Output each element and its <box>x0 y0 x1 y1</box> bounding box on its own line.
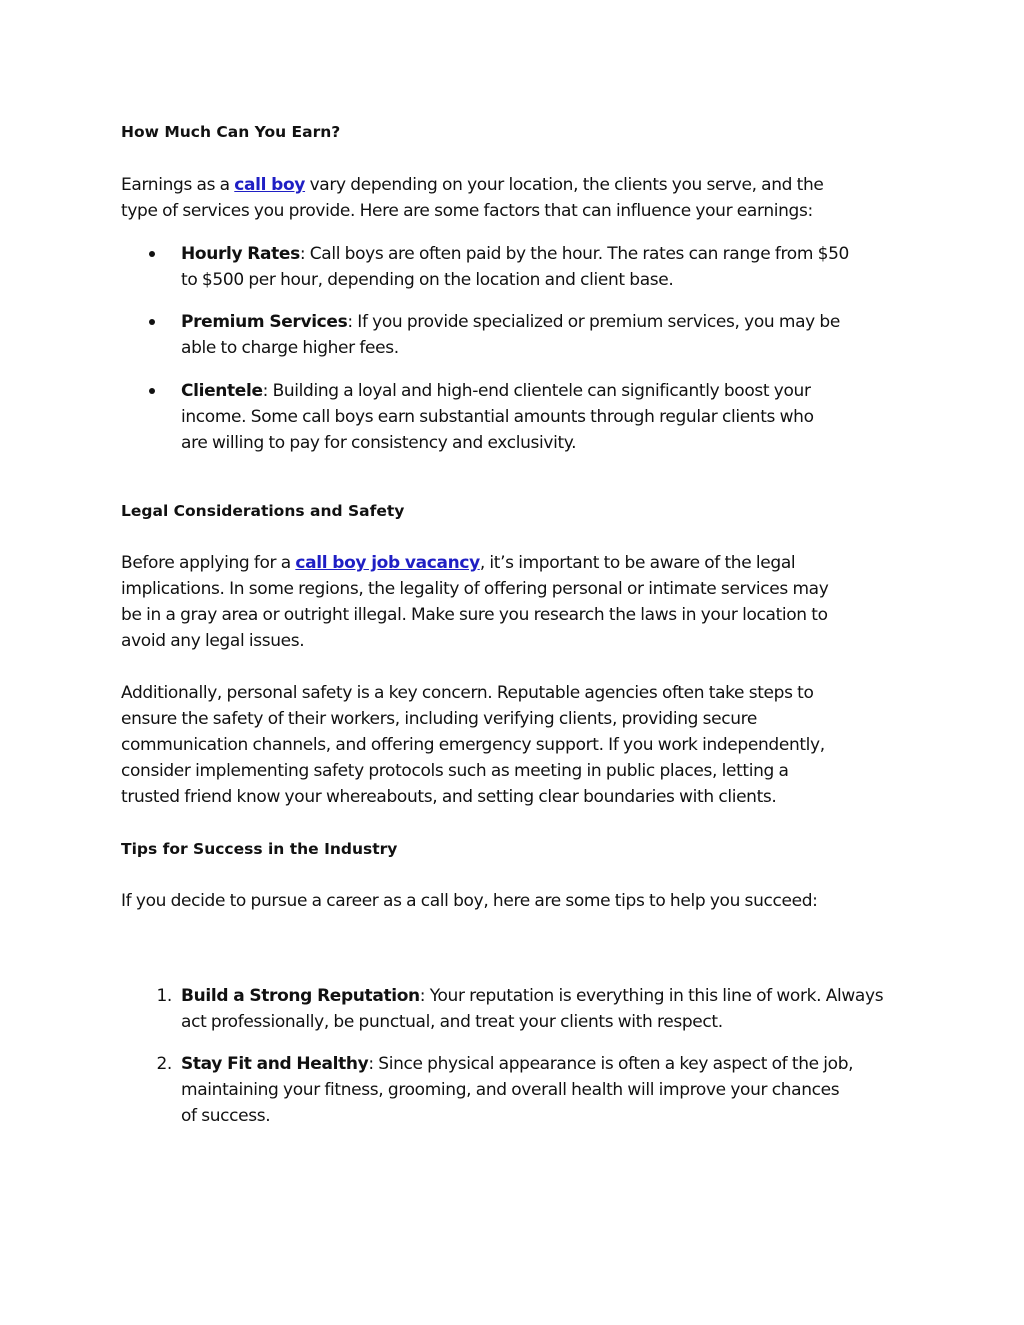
legal-para1-text-post: , it’s important to be aware of the legal <box>479 553 796 573</box>
item-text: act professionally, be punctual, and treat your clients with respect. <box>181 1012 723 1032</box>
bullet-text: : Call boys are often paid by the hour. The rates can range from $50 <box>299 244 850 264</box>
bullet-icon <box>149 251 155 257</box>
heading-legal-considerations: Legal Considerations and Safety <box>121 502 405 520</box>
legal-para1-line-3: be in a gray area or outright illegal. Make sure you research the laws in your location to <box>121 605 828 625</box>
earnings-intro-text-pre: Earnings as a <box>121 175 235 195</box>
legal-para2-line-5: trusted friend know your whereabouts, and setting clear boundaries with clients. <box>121 787 777 807</box>
item-term: Stay Fit and Healthy <box>181 1054 369 1074</box>
bullet-text: to $500 per hour, depending on the location and client base. <box>181 270 674 290</box>
legal-para1-text-pre: Before applying for a <box>121 553 296 573</box>
item-text: : Since physical appearance is often a key aspect of the job, <box>368 1054 854 1074</box>
legal-paragraph-2 <box>121 680 911 810</box>
heading-tips-for-success: Tips for Success in the Industry <box>121 840 398 858</box>
bullet-text: : Building a loyal and high-end clientele can significantly boost your <box>262 381 811 401</box>
earnings-intro-line-1 <box>121 172 911 198</box>
legal-para1-line-2: implications. In some regions, the legality of offering personal or intimate services may <box>121 579 829 599</box>
bullet-item-clientele <box>181 378 921 456</box>
item-term: Build a Strong Reputation <box>181 986 420 1006</box>
bullet-term: Hourly Rates <box>181 244 300 264</box>
bullet-text: are willing to pay for consistency and exclusivity. <box>181 433 577 453</box>
bullet-icon <box>149 388 155 394</box>
list-number: 2. <box>156 1054 172 1074</box>
legal-para2-line-1: Additionally, personal safety is a key concern. Reputable agencies often take steps to <box>121 683 814 703</box>
legal-paragraph-1 <box>121 550 911 654</box>
legal-para2-line-4: consider implementing safety protocols such as meeting in public places, letting a <box>121 761 789 781</box>
heading-how-much-can-you-earn: How Much Can You Earn? <box>121 123 341 141</box>
item-text: of success. <box>181 1106 271 1126</box>
call-boy-job-vacancy-link[interactable]: call boy job vacancy <box>295 553 480 573</box>
legal-para1-line-1 <box>121 550 911 576</box>
earnings-intro-text-post: vary depending on your location, the clients you serve, and the <box>305 175 824 195</box>
numbered-item-build-reputation <box>156 983 921 1035</box>
bullet-text: : If you provide specialized or premium services, you may be <box>347 312 840 332</box>
item-text: maintaining your fitness, grooming, and overall health will improve your chances <box>181 1080 840 1100</box>
legal-para2-line-3: communication channels, and offering emergency support. If you work independently, <box>121 735 825 755</box>
bullet-icon <box>149 319 155 325</box>
call-boy-link[interactable]: call boy <box>234 175 306 195</box>
tips-intro-paragraph <box>121 888 911 914</box>
bullet-item-hourly-rates <box>181 241 921 293</box>
legal-para2-line-2: ensure the safety of their workers, including verifying clients, providing secure <box>121 709 758 729</box>
bullet-item-premium-services <box>181 309 921 361</box>
earnings-intro-line-2: type of services you provide. Here are some factors that can influence your earnings: <box>121 201 813 221</box>
bullet-term: Clientele <box>181 381 263 401</box>
item-text: : Your reputation is everything in this line of work. Always <box>419 986 884 1006</box>
numbered-item-stay-fit <box>156 1051 921 1129</box>
list-number: 1. <box>156 986 172 1006</box>
bullet-text: able to charge higher fees. <box>181 338 399 358</box>
bullet-term: Premium Services <box>181 312 348 332</box>
legal-para1-line-4: avoid any legal issues. <box>121 631 305 651</box>
bullet-text: income. Some call boys earn substantial amounts through regular clients who <box>181 407 814 427</box>
tips-intro-line: If you decide to pursue a career as a call boy, here are some tips to help you succeed: <box>121 891 818 911</box>
earnings-intro-paragraph <box>121 172 911 224</box>
